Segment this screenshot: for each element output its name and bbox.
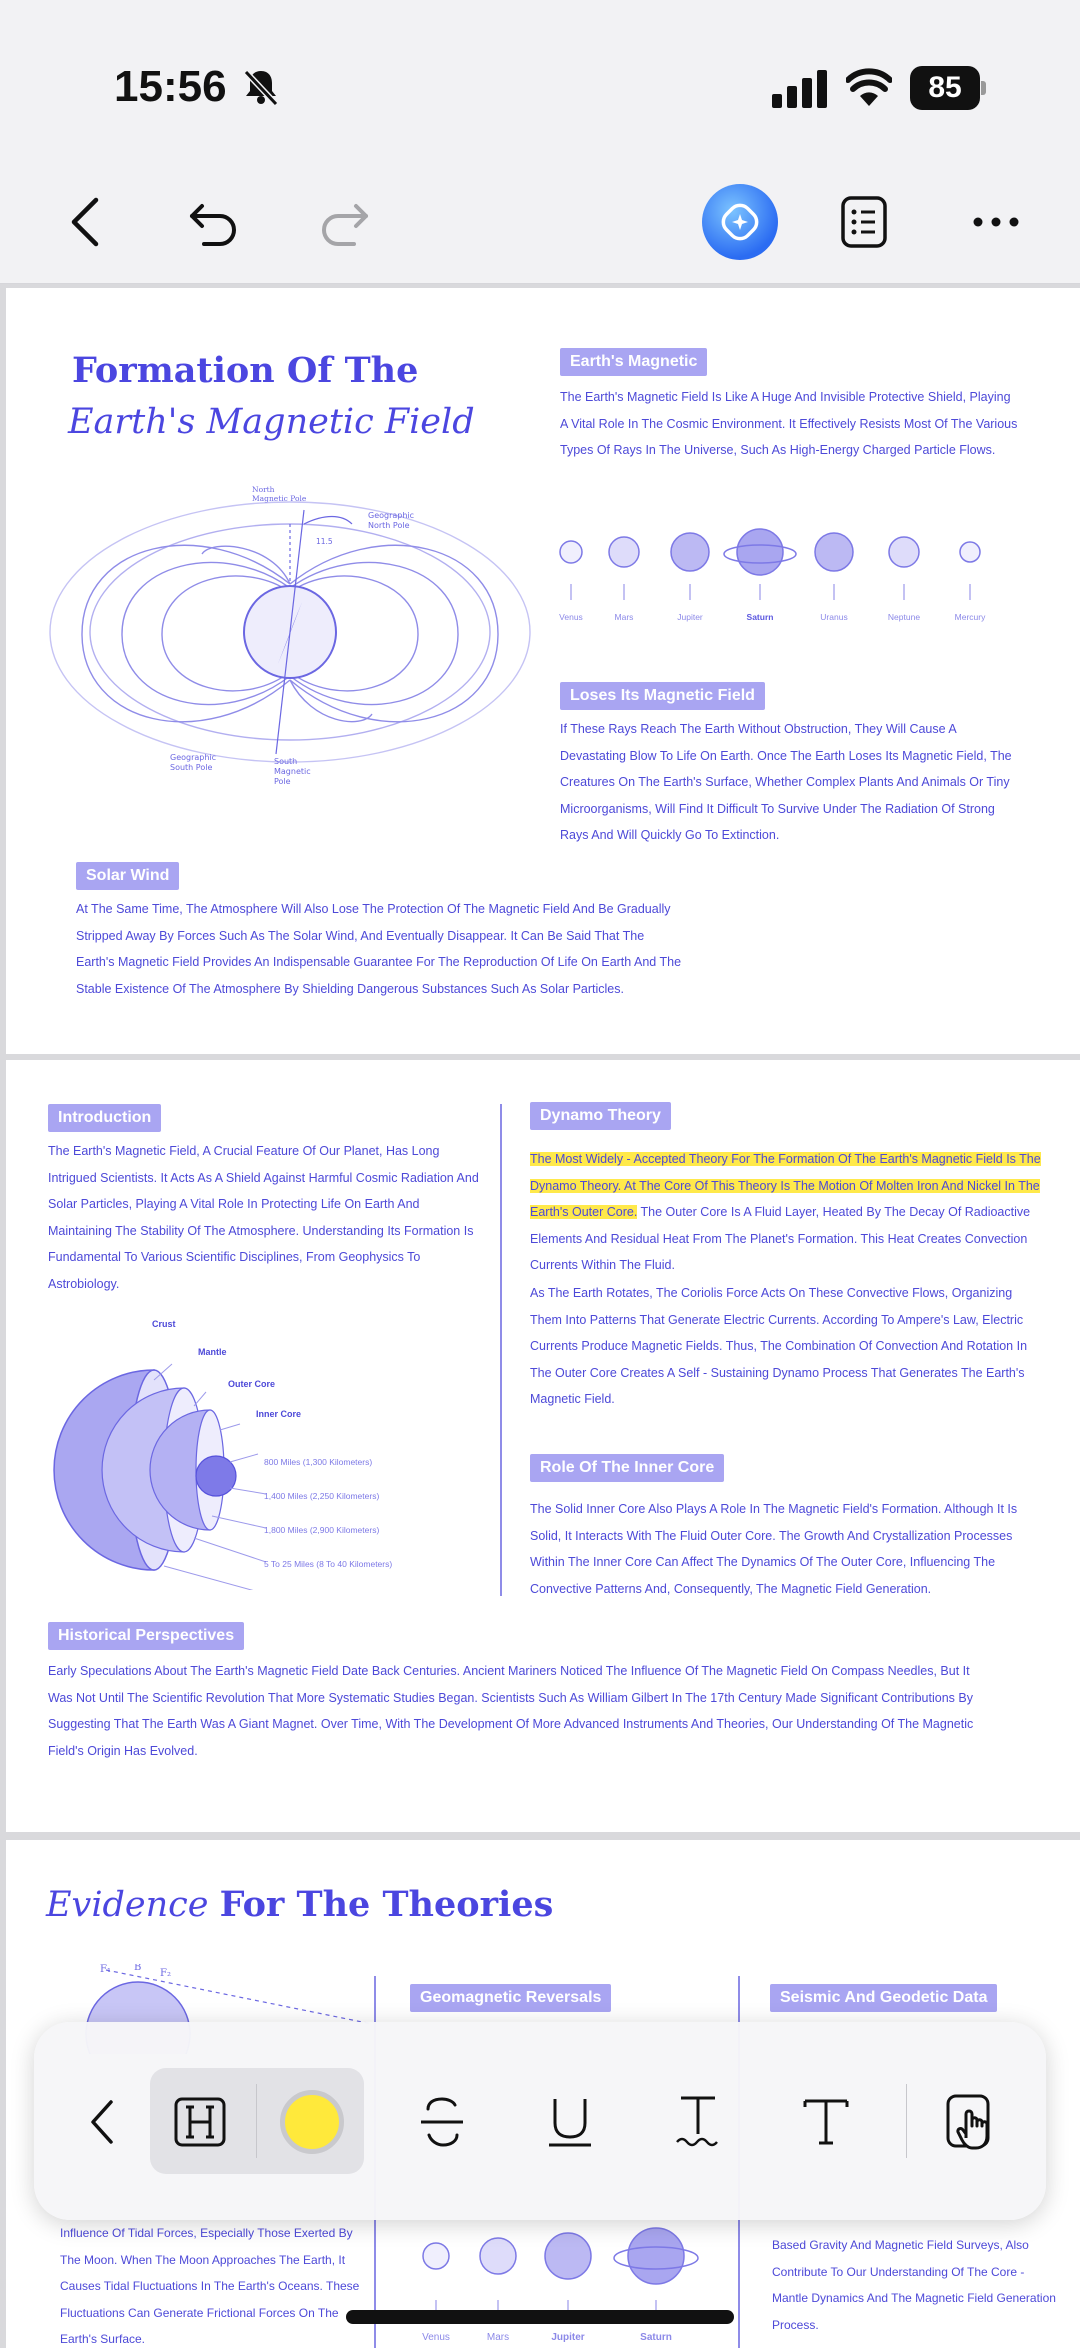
tidal-forces-text: Influence Of Tidal Forces, Especially Those Exerted By The Moon. When The Moon Approaches The Earth, It Causes Tidal Fluctuations In The Earth's Oceans. These Fluctuations Can Generate Frictional Forces On The Earth's Surface. [60,2226,360,2346]
document-page-2 [6,1060,1080,1832]
strikethrough-tool-button[interactable] [404,2084,480,2160]
planets-diagram [556,516,996,626]
dynamo-theory-text-2: As The Earth Rotates, The Coriolis Force Acts On These Convective Flows, Organizing Them Into Patterns That Generate Electric Currents. According To Ampere's Law, Electric Currents Produce Magnetic Fields. Thus, The Combination Of Convection And Rotation In The Outer Core Creates A Self - Sustaining Dynamo Process That Generates The Earth's Magnetic Field. [530,1286,1028,1406]
ai-sparkle-icon [718,200,762,244]
more-dots-icon [972,216,1020,228]
annotation-toolbar [34,2022,1046,2220]
earth-layers-diagram [44,1330,464,1590]
chevron-left-icon [87,2098,117,2146]
p3-planet-saturn: Saturn [640,2332,672,2343]
earths-magnetic-text: The Earth's Magnetic Field Is Like A Huge And Invisible Protective Shield, Playing A Vital Role In The Cosmic Environment. It Effectively Resists Most Of The Various Types Of Rays In The Universe, Such As High-Energy Charged Particle Flows. [560,390,1018,457]
home-indicator[interactable] [346,2310,734,2324]
touch-select-button[interactable] [934,2084,1010,2160]
force-f1-label: F₁ [100,1964,111,1975]
south-magnetic-label-2: Magnetic [274,767,311,776]
south-magnetic-label-3: Pole [274,777,291,786]
crust-label: Crust [152,1319,176,1329]
back-button[interactable] [54,190,118,254]
loses-magnetic-tag: Loses Its Magnetic Field [560,682,765,710]
solar-wind-text: At The Same Time, The Atmosphere Will Also Lose The Protection Of The Magnetic Field And Be Gradually Stripped Away By Forces Such As The Solar Wind, And Eventually Disappear. It Can Be Said That The Earth's Magnetic Field Provides An Indispensable Guarantee For The Reproduction Of Life On Earth And The Stable Existence Of The Atmosphere By Shielding Dangerous Substances Such As Solar Particles. [76,902,682,996]
page3-title-italic: Evidence [46,1885,209,1925]
seismic-text: Based Gravity And Magnetic Field Surveys, Also Contribute To Our Understanding Of The Core - Mantle Dynamics And The Magnetic Field Generation Process. [772,2238,1056,2332]
cellular-signal-icon [772,70,828,108]
depth-label-1: 800 Miles (1,300 Kilometers) [264,1457,373,1467]
south-magnetic-label: South [274,757,298,766]
page-title-line1: Formation Of The [72,350,419,391]
mantle-label: Mantle [198,1347,227,1357]
toolbar-back-button[interactable] [64,2084,140,2160]
geomagnetic-reversals-tag: Geomagnetic Reversals [410,1984,611,2012]
outline-button[interactable] [832,190,896,254]
historical-tag: Historical Perspectives [48,1622,244,1650]
planet-label-neptune: Neptune [887,612,921,622]
toolbar-divider [906,2084,907,2158]
depth-label-3: 1,800 Miles (2,900 Kilometers) [264,1525,380,1535]
planet-label-venus: Venus [559,612,583,622]
chevron-left-icon [66,196,106,248]
introduction-tag: Introduction [48,1104,161,1132]
text-tool-button[interactable] [788,2084,864,2160]
loses-magnetic-text: If These Rays Reach The Earth Without Obstruction, They Will Cause A Devastating Blow To Life On Earth. Once The Earth Loses Its Magnetic Field, The Creatures On The Earth's Surface, Whether Complex Plants And Animals Or Tiny Microorganisms, Will Find It Difficult To Survive Under The Radiation Of Strong Rays And Will Quickly Go To Extinction. [560,722,1012,842]
group-divider [256,2084,257,2158]
underline-icon [545,2095,595,2149]
highlighted-text[interactable]: The Most Widely - Accepted Theory For The Formation Of The Earth's Magnetic Field Is The Dynamo Theory. At The Core Of This Theory Is The Motion Of Molten Iron And Nickel In The Earth's Outer Core. [530,1152,1041,1219]
page-title-line2: Earth's Magnetic Field [68,402,475,442]
depth-label-2: 1,400 Miles (2,250 Kilometers) [264,1491,380,1501]
status-bar [0,0,1080,160]
app-toolbar [0,160,1080,284]
wifi-icon [846,68,892,108]
planet-label-saturn: Saturn [746,612,774,622]
solar-wind-tag: Solar Wind [76,862,179,890]
p3-planet-mars: Mars [486,2332,510,2343]
dynamo-theory-tag: Dynamo Theory [530,1102,671,1130]
squiggly-tool-button[interactable] [660,2084,736,2160]
geo-south-label-2: South Pole [170,763,213,772]
column-divider [500,1104,502,1596]
seismic-geodetic-tag: Seismic And Geodetic Data [770,1984,997,2012]
more-button[interactable] [964,190,1028,254]
p3-planet-jupiter: Jupiter [551,2332,585,2343]
depth-label-4: 5 To 25 Miles (8 To 40 Kilometers) [264,1559,393,1569]
geo-north-label-2: North Pole [368,521,410,530]
inner-core-label: Inner Core [256,1409,302,1419]
undo-icon [188,198,240,246]
geo-north-label: Geographic [368,511,415,520]
list-document-icon [840,195,888,249]
page3-title-bold: For The Theories [219,1884,554,1925]
dynamo-theory-text [530,1146,1044,1279]
redo-button[interactable] [312,190,376,254]
text-icon [801,2095,851,2149]
introduction-text: The Earth's Magnetic Field, A Crucial Feature Of Our Planet, Has Long Intrigued Scientists. It Acts As A Shield Against Harmful Cosmic Radiation And Solar Particles, Playing A Vital Role In Protecting Life On Earth And Maintaining The Stability Of The Atmosphere. Understanding Its Formation Is Fundamental To Various Scientific Disciplines, From Geophysics To Astrobiology. [48,1144,479,1291]
highlight-tool-button[interactable] [162,2084,238,2160]
squiggly-underline-icon [673,2094,723,2150]
document-page-1 [6,288,1080,1054]
battery-tip [981,81,986,95]
ai-assistant-button[interactable] [702,184,778,260]
clock: 15:56 [114,62,227,111]
strikethrough-icon [417,2095,467,2149]
silent-bell-icon [240,66,282,108]
geo-south-label: Geographic [170,753,217,762]
planet-label-mars: Mars [614,612,634,622]
hand-pointer-icon [944,2092,1000,2152]
magnetic-field-diagram [42,484,542,804]
color-picker-button[interactable] [274,2084,350,2160]
dynamo-text-rest: The Outer Core Is A Fluid Layer, Heated By The Decay Of Radioactive Elements And Residual Heat From The Planet's Formation. This Heat Creates Convection Currents Within The Fluid. [530,1205,1031,1272]
battery-indicator [910,66,986,110]
inner-core-text: The Solid Inner Core Also Plays A Role In The Magnetic Field's Formation. Although It Is Solid, It Interacts With The Fluid Outer Core. The Growth And Crystallization Processes Within The Inner Core Can Affect The Dynamics Of The Outer Core, Influencing The Convective Patterns And, Consequently, The Magnetic Field Generation. [530,1502,1018,1596]
earths-magnetic-tag: Earth's Magnetic [560,348,707,376]
planet-label-jupiter: Jupiter [677,612,703,622]
highlighter-icon [172,2095,228,2149]
force-f2-label: F₂ [160,1968,171,1979]
tilt-angle-label: 11.5 [316,537,333,546]
historical-text: Early Speculations About The Earth's Magnetic Field Date Back Centuries. Ancient Mariners Noticed The Influence Of The Magnetic Field On Compass Needles, But It Was Not Until The Scientific Revolution That More Systematic Studies Began. Scientists Such As William Gilbert In The 17th Century Made Significant Contributions By Suggesting That The Earth Was A Giant Magnet. Over Time, With The Development Of More Advanced Instruments And Theories, Our Understanding Of The Magnetic Field's Origin Has Evolved. [48,1664,974,1758]
yellow-color-swatch [280,2090,344,2154]
inner-core-tag: Role Of The Inner Core [530,1454,724,1482]
p3-planet-venus: Venus [422,2332,450,2343]
page3-title [46,1884,553,1925]
redo-icon [318,198,370,246]
north-magnetic-label: North [252,485,275,494]
undo-button[interactable] [182,190,246,254]
force-b-label: B [134,1964,142,1973]
north-magnetic-label-2: Magnetic Pole [252,494,307,503]
battery-level: 85 [910,66,980,110]
planet-label-uranus: Uranus [820,612,848,622]
outer-core-label: Outer Core [228,1379,276,1389]
planet-label-mercury: Mercury [954,612,986,622]
underline-tool-button[interactable] [532,2084,608,2160]
